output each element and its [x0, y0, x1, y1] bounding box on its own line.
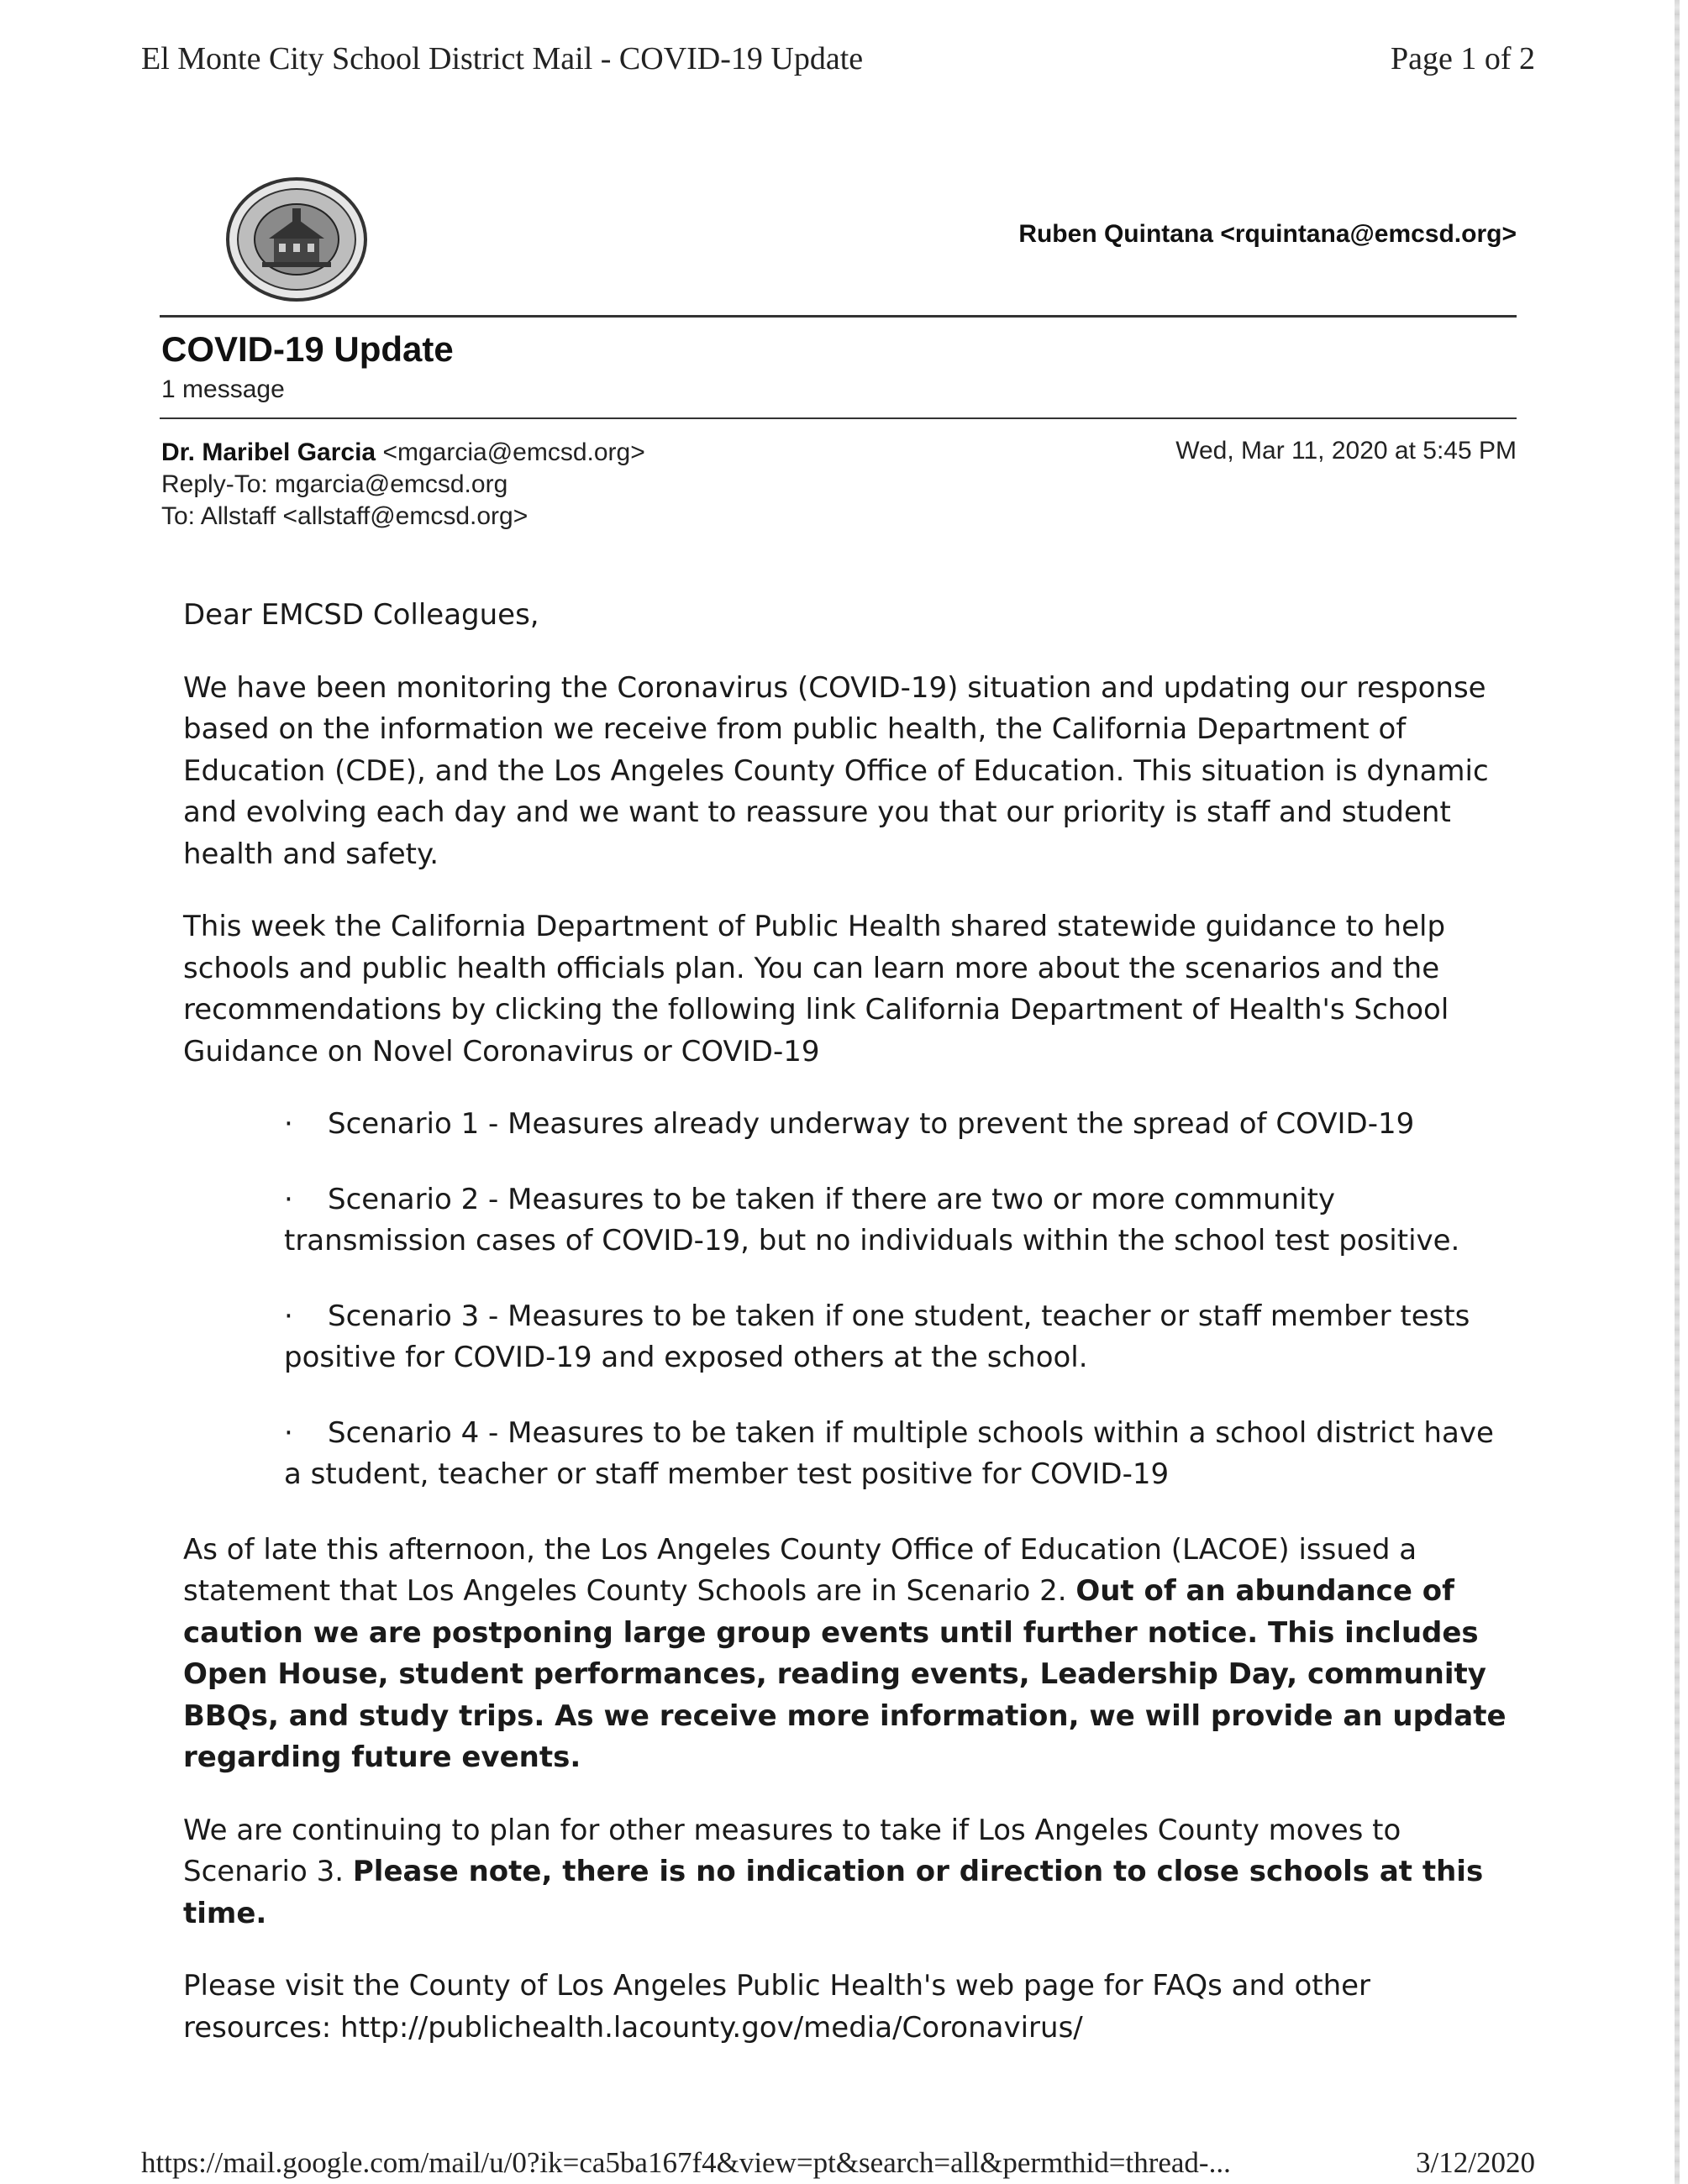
page-number: Page 1 of 2	[1390, 41, 1535, 76]
scan-edge	[1675, 0, 1680, 2184]
district-seal-icon	[225, 176, 368, 302]
subject-divider	[160, 417, 1517, 419]
bullet-icon: ·	[284, 1299, 293, 1333]
scenario-item: · Scenario 3 - Measures to be taken if one student, teacher or staff member tests positive for COVID-19 and exposed others at the school.	[284, 1296, 1519, 1379]
no-closure-notice: Please note, there is no indication or direction to close schools at this time.	[183, 1855, 1484, 1930]
print-footer	[141, 2146, 1535, 2180]
from-line	[161, 437, 645, 469]
email-subject: COVID-19 Update	[161, 329, 454, 369]
reply-to-line: Reply-To: mgarcia@emcsd.org	[161, 470, 508, 499]
paragraph-monitoring: We have been monitoring the Coronavirus (COVID-19) situation and updating our response based on the information we receive from public health, the California Department of Education (CDE), and the Los Angeles County Office of Education. This situation is dynamic and evolving each day and we want to reassure you that our priority is staff and student health and safety.	[183, 670, 1489, 871]
bullet-icon: ·	[284, 1415, 293, 1450]
print-date: 3/12/2020	[1416, 2146, 1535, 2179]
bullet-icon: ·	[284, 1107, 293, 1141]
email-meta	[161, 437, 645, 533]
email-date: Wed, Mar 11, 2020 at 5:45 PM	[1175, 437, 1517, 465]
scenario-item: · Scenario 1 - Measures already underway to prevent the spread of COVID-19	[284, 1104, 1519, 1146]
to-line: To: Allstaff <allstaff@emcsd.org>	[161, 502, 528, 531]
print-header	[141, 40, 1535, 77]
postponement-notice: Out of an abundance of caution we are postponing large group events until further notice. This includes Open House, student performances, reading events, Leadership Day, community BBQs, and study trips. As we receive more information, we will provide an update regarding future events.	[183, 1574, 1507, 1774]
account-sender: Ruben Quintana <rquintana@emcsd.org>	[1018, 220, 1517, 248]
scenario-item: · Scenario 2 - Measures to be taken if there are two or more community transmission cases of COVID-19, but no individuals within the school test positive.	[284, 1179, 1519, 1263]
from-email: <mgarcia@emcsd.org>	[382, 438, 645, 466]
message-count: 1 message	[161, 375, 285, 403]
paragraph-resources: Please visit the County of Los Angeles Public Health's web page for FAQs and other resources: http://publichealth.lacounty.gov/media/Coronavirus/	[183, 1969, 1371, 2045]
greeting: Dear EMCSD Colleagues,	[183, 598, 539, 632]
from-name: Dr. Maribel Garcia	[161, 438, 376, 466]
paragraph-planning: We are continuing to plan for other measures to take if Los Angeles County moves to Scenario 3. Please note, there is no indication or direction to close schools at this time.	[183, 1813, 1484, 1930]
header-divider	[160, 315, 1517, 318]
print-url: https://mail.google.com/mail/u/0?ik=ca5ba167f4&view=pt&search=all&permthid=thread-...	[141, 2146, 1231, 2179]
email-body	[183, 595, 1519, 2080]
bullet-icon: ·	[284, 1182, 293, 1216]
print-title: El Monte City School District Mail - COVID-19 Update	[141, 41, 864, 76]
scenario-item: · Scenario 4 - Measures to be taken if multiple schools within a school district have a student, teacher or staff member test positive for COVID-19	[284, 1413, 1519, 1496]
paragraph-guidance: This week the California Department of Public Health shared statewide guidance to help schools and public health officials plan. You can learn more about the scenarios and the recommendations by clicking the following link California Department of Health's School Guidance on Novel Coronavirus or COVID-19	[183, 910, 1449, 1068]
paragraph-postponement: As of late this afternoon, the Los Angeles County Office of Education (LACOE) issued a statement that Los Angeles County Schools are in Scenario 2. Out of an abundance of caution we are postponing large group events until further notice. This includes Open House, student performances, reading events, Leadership Day, community BBQs, and study trips. As we receive more information, we will provide an update regarding future events.	[183, 1532, 1507, 1774]
